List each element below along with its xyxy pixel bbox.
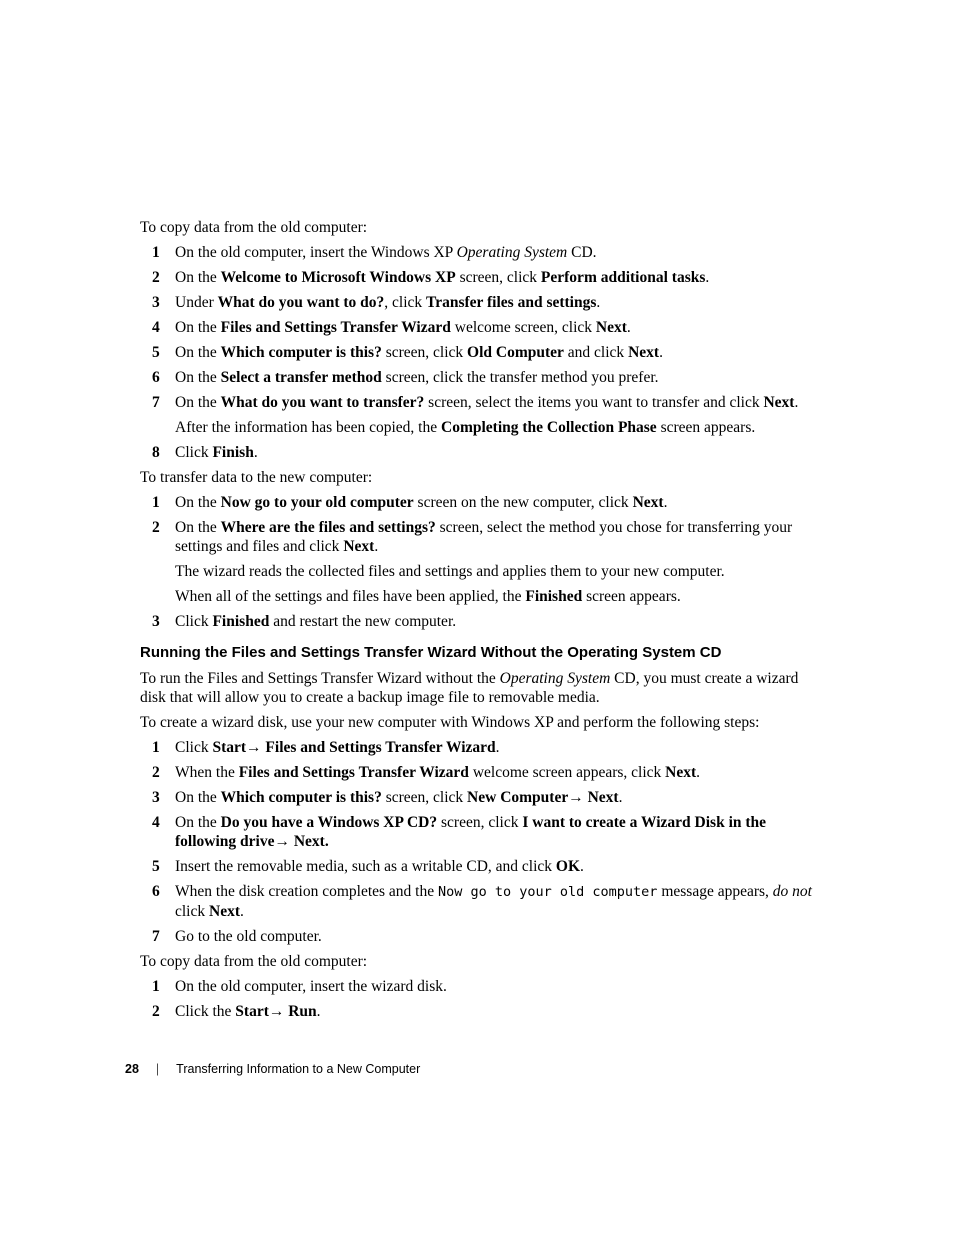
list-item — [140, 763, 816, 782]
text-run: . — [580, 858, 584, 875]
text-run: After the information has been copied, the — [175, 419, 441, 436]
step-text — [175, 393, 816, 437]
step-text — [175, 293, 816, 312]
text-run: Click the — [175, 1003, 236, 1020]
step-note — [175, 587, 816, 606]
text-run: Click — [175, 444, 213, 461]
text-run: Select a transfer method — [220, 369, 382, 386]
text-run: screen on the new computer, click — [413, 494, 633, 511]
text-run: On the — [175, 394, 221, 411]
step-number: 2 — [152, 519, 160, 536]
text-run: and click — [563, 344, 629, 361]
step-text — [175, 1002, 816, 1021]
text-run: Operating System — [456, 244, 568, 261]
text-run: screen, click — [381, 344, 468, 361]
intro-paragraph: To transfer data to the new computer: — [140, 469, 373, 486]
text-run: Next — [628, 344, 660, 361]
step-number: 1 — [152, 978, 160, 995]
text-run: Perform additional tasks — [540, 269, 706, 286]
text-run: Completing the Collection Phase — [441, 419, 657, 436]
step-text — [175, 927, 816, 946]
text-run: Files and Settings Transfer Wizard — [220, 319, 451, 336]
text-run: Welcome to Microsoft Windows XP — [220, 269, 456, 286]
list-item — [140, 343, 816, 362]
text-run: Finish — [212, 444, 254, 461]
list-item — [140, 857, 816, 876]
text-run: click — [175, 903, 209, 920]
text-run: Go to the old computer. — [175, 928, 322, 945]
text-run: screen, click — [381, 789, 468, 806]
step-text — [175, 857, 816, 876]
text-run: and restart the new computer. — [269, 613, 457, 630]
text-run: What do you want to transfer? — [220, 394, 425, 411]
step-text — [175, 243, 816, 262]
text-run: Start→ Files and Settings Transfer Wizard — [212, 739, 496, 756]
text-run: screen appears. — [582, 588, 681, 605]
list-item — [140, 927, 816, 946]
text-run: screen, click the transfer method you prefer. — [381, 369, 659, 386]
step-text — [175, 443, 816, 462]
step-number: 6 — [152, 369, 160, 386]
list-item — [140, 443, 816, 462]
text-run: screen, select the method you chose for transferring your settings and files and click — [175, 519, 793, 555]
text-run: Insert the removable media, such as a writable CD, and click — [175, 858, 556, 875]
step-number: 2 — [152, 764, 160, 781]
list-item — [140, 393, 816, 437]
step-text — [175, 788, 816, 807]
step-text — [175, 763, 816, 782]
list-item — [140, 493, 816, 512]
list-item — [140, 518, 816, 606]
text-run: . — [596, 294, 601, 311]
step-number: 3 — [152, 789, 160, 806]
text-run: . — [626, 319, 631, 336]
step-number: 8 — [152, 444, 160, 461]
step-text — [175, 882, 816, 921]
text-run: . — [316, 1003, 321, 1020]
step-text — [175, 612, 816, 631]
text-run: . — [374, 538, 379, 555]
text-run: Next — [209, 903, 240, 920]
step-number: 6 — [152, 883, 160, 900]
text-run: welcome screen, click — [450, 319, 596, 336]
text-run: Where are the files and settings? — [220, 519, 436, 536]
step-text — [175, 738, 816, 757]
list-item — [140, 977, 816, 996]
text-run: Finished — [525, 588, 583, 605]
text-run: When the — [175, 764, 239, 781]
text-run: On the old computer, insert the wizard disk. — [175, 978, 447, 995]
step-line — [175, 518, 816, 556]
list-item — [140, 813, 816, 851]
text-run: On the — [175, 369, 221, 386]
step-number: 1 — [152, 494, 160, 511]
text-run: On the old computer, insert the Windows XP — [175, 244, 457, 261]
intro-paragraph: To copy data from the old computer: — [140, 219, 368, 236]
step-number: 5 — [152, 858, 160, 875]
text-run: OK — [555, 858, 581, 875]
step-text — [175, 368, 816, 387]
text-run: Now go to your old computer — [437, 884, 658, 900]
text-run: . — [696, 764, 701, 781]
text-run: Old Computer — [467, 344, 564, 361]
text-run: Click — [175, 739, 213, 756]
list-item — [140, 368, 816, 387]
text-run: On the — [175, 814, 221, 831]
text-run: Which computer is this? — [220, 344, 382, 361]
footer-separator: | — [156, 1062, 159, 1076]
list-item — [140, 788, 816, 807]
step-number: 3 — [152, 294, 160, 311]
text-run: screen, select the items you want to transfer and click — [424, 394, 764, 411]
text-run: On the — [175, 519, 221, 536]
list-item — [140, 318, 816, 337]
step-number: 3 — [152, 613, 160, 630]
text-run: screen, click — [455, 269, 541, 286]
page-number: 28 — [125, 1062, 139, 1076]
text-run: Next — [595, 319, 627, 336]
body-paragraph — [140, 669, 816, 707]
list-item — [140, 882, 816, 921]
page-content — [140, 218, 816, 1027]
text-run: The wizard reads the collected files and settings and applies them to your new computer. — [175, 563, 725, 580]
body-paragraph: To create a wizard disk, use your new computer with Windows XP and perform the following steps: — [140, 714, 760, 731]
text-run: . — [618, 789, 623, 806]
text-run: Transfer files and settings — [426, 294, 597, 311]
text-run: , click — [384, 294, 427, 311]
text-run: do not — [772, 883, 812, 900]
text-run: New Computer→ Next — [467, 789, 619, 806]
text-run: Which computer is this? — [220, 789, 382, 806]
footer-title: Transferring Information to a New Computer — [176, 1062, 421, 1076]
page-footer — [125, 1062, 420, 1077]
text-run: Next — [665, 764, 697, 781]
text-run: message appears, — [657, 883, 773, 900]
text-run: Next — [343, 538, 375, 555]
text-run: Under — [175, 294, 218, 311]
text-run: Now go to your old computer — [220, 494, 414, 511]
step-note — [175, 418, 816, 437]
text-run: On the — [175, 344, 221, 361]
text-run: Finished — [212, 613, 270, 630]
text-run: . — [495, 739, 500, 756]
text-run: To run the Files and Settings Transfer Wizard without the — [140, 670, 500, 687]
text-run: On the — [175, 494, 221, 511]
text-run: Click — [175, 613, 213, 630]
text-run: . — [705, 269, 710, 286]
step-note — [175, 562, 816, 581]
step-number: 4 — [152, 319, 160, 336]
text-run: CD. — [567, 244, 597, 261]
text-run: When the disk creation completes and the — [175, 883, 438, 900]
text-run: Next — [763, 394, 795, 411]
text-run: screen, click — [437, 814, 523, 831]
step-text — [175, 977, 816, 996]
step-number: 2 — [152, 1003, 160, 1020]
step-text — [175, 813, 816, 851]
step-text — [175, 493, 816, 512]
text-run: I want to create a Wizard Disk in the following drive→ Next. — [175, 814, 767, 850]
list-item — [140, 243, 816, 262]
text-run: . — [794, 394, 799, 411]
text-run: What do you want to do? — [217, 294, 385, 311]
list-item — [140, 268, 816, 287]
list-item — [140, 612, 816, 631]
text-run: On the — [175, 319, 221, 336]
text-run: Files and Settings Transfer Wizard — [238, 764, 469, 781]
text-run: . — [253, 444, 258, 461]
text-run: Start→ Run — [235, 1003, 317, 1020]
text-run: welcome screen appears, click — [468, 764, 666, 781]
text-run: . — [240, 903, 244, 920]
list-item — [140, 738, 816, 757]
step-text — [175, 318, 816, 337]
text-run: When all of the settings and files have been applied, the — [175, 588, 526, 605]
text-run: . — [659, 344, 663, 361]
text-run: On the — [175, 789, 221, 806]
step-number: 5 — [152, 344, 160, 361]
step-number: 1 — [152, 739, 160, 756]
section-heading: Running the Files and Settings Transfer Wizard Without the Operating System CD — [140, 644, 722, 661]
step-number: 7 — [152, 394, 160, 411]
step-number: 2 — [152, 269, 160, 286]
text-run: CD, you must create a wizard disk that will allow you to create a backup image file to removable media. — [140, 670, 799, 706]
text-run: Operating System — [499, 670, 611, 687]
intro-paragraph: To copy data from the old computer: — [140, 953, 368, 970]
text-run: Next — [632, 494, 664, 511]
text-run: . — [663, 494, 668, 511]
step-number: 1 — [152, 244, 160, 261]
step-text — [175, 343, 816, 362]
text-run: Do you have a Windows XP CD? — [220, 814, 438, 831]
step-number: 7 — [152, 928, 160, 945]
step-line — [175, 393, 816, 412]
step-number: 4 — [152, 814, 160, 831]
step-text — [175, 518, 816, 606]
step-text — [175, 268, 816, 287]
text-run: screen appears. — [656, 419, 756, 436]
text-run: On the — [175, 269, 221, 286]
list-item — [140, 293, 816, 312]
list-item — [140, 1002, 816, 1021]
